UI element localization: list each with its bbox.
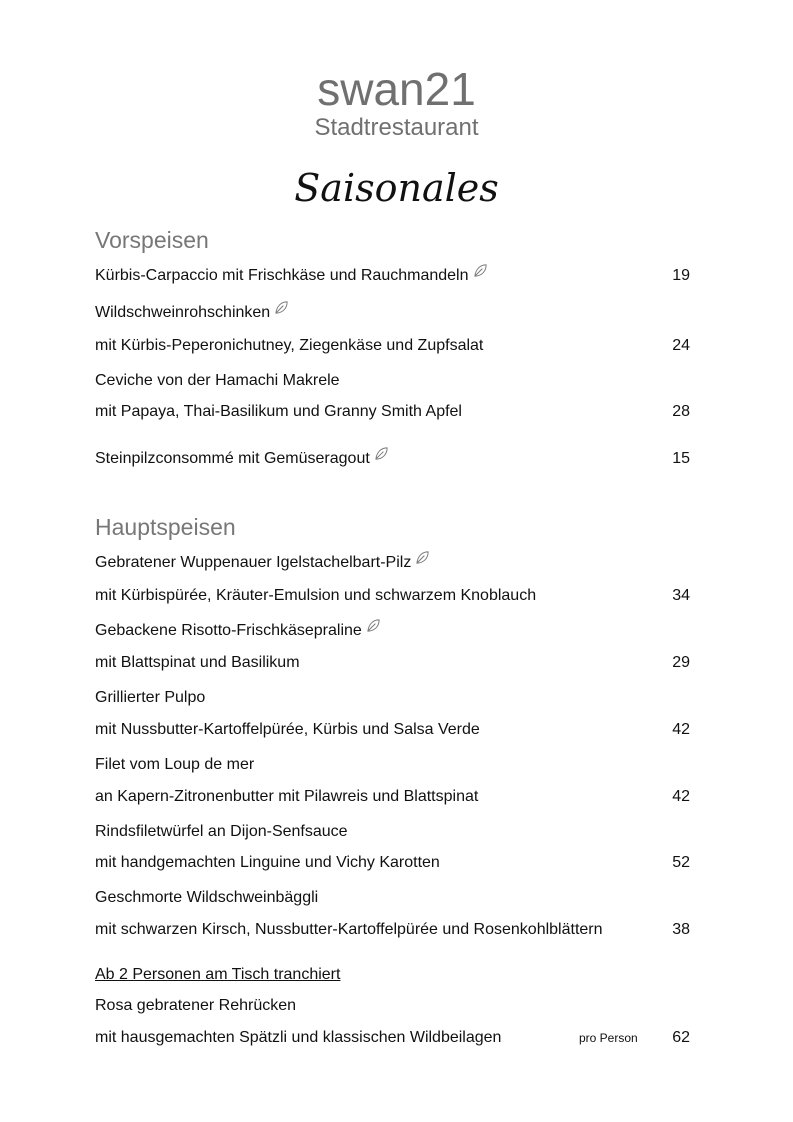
leaf-icon (366, 618, 381, 633)
dish-description: mit handgemachten Linguine und Vichy Karotten (95, 854, 440, 871)
leaf-icon (473, 263, 488, 278)
leaf-icon (415, 550, 430, 565)
brand-subtitle: Stadtrestaurant (314, 114, 479, 141)
dish-price: 52 (672, 854, 690, 871)
dish-price: 28 (672, 403, 690, 420)
dish-name: Grillierter Pulpo (95, 689, 206, 706)
section-title-hauptspeisen: Hauptspeisen (95, 514, 236, 540)
dish-name (95, 621, 381, 641)
dish-price: 19 (672, 267, 690, 284)
menu-item-name (95, 449, 389, 469)
dish-price: 42 (672, 721, 690, 738)
dish-name: Rindsfiletwürfel an Dijon-Senfsauce (95, 823, 348, 840)
table-carving-note: Ab 2 Personen am Tisch tranchiert (95, 966, 341, 983)
dish-description: mit Papaya, Thai-Basilikum und Granny Smith Apfel (95, 403, 462, 420)
menu-item-name (95, 266, 488, 286)
dish-name-text: Gebratener Wuppenauer Igelstachelbart-Pilz (95, 554, 412, 571)
brand-name: swan21 (317, 63, 476, 115)
dish-description: mit Nussbutter-Kartoffelpürée, Kürbis und Salsa Verde (95, 721, 480, 738)
dish-price: 62 (672, 1029, 690, 1046)
dish-description: mit Kürbispürée, Kräuter-Emulsion und schwarzem Knoblauch (95, 587, 537, 604)
dish-name: Kürbis-Carpaccio (95, 267, 218, 284)
dish-price: 38 (672, 921, 690, 938)
dish-description: mit hausgemachten Spätzli und klassischen Wildbeilagen (95, 1029, 502, 1046)
page-title: Saisonales (294, 166, 499, 210)
dish-name: Rosa gebratener Rehrücken (95, 997, 297, 1014)
section-title-vorspeisen: Vorspeisen (95, 227, 209, 253)
dish-name: Steinpilzconsommé (95, 450, 234, 467)
dish-description: mit schwarzen Kirsch, Nussbutter-Kartoffelpürée und Rosenkohlblättern (95, 921, 603, 938)
dish-price: 34 (672, 587, 690, 604)
dish-price: 15 (672, 450, 690, 467)
dish-description: mit Kürbis-Peperonichutney, Ziegenkäse und Zupfsalat (95, 337, 484, 354)
dish-price: 29 (672, 654, 690, 671)
dish-description: mit Blattspinat und Basilikum (95, 654, 300, 671)
dish-name: Ceviche von der Hamachi Makrele (95, 372, 340, 389)
dish-description: mit Gemüseragout (233, 450, 370, 467)
dish-price: 24 (672, 337, 690, 354)
dish-name: Filet vom Loup de mer (95, 756, 255, 773)
dish-name (95, 303, 289, 323)
dish-name (95, 553, 430, 573)
per-person-label: pro Person (579, 1031, 638, 1045)
dish-name: Geschmorte Wildschweinbäggli (95, 889, 319, 906)
dish-name-text: Wildschweinrohschinken (95, 304, 271, 321)
dish-price: 42 (672, 788, 690, 805)
leaf-icon (374, 446, 389, 461)
dish-description: mit Frischkäse und Rauchmandeln (217, 267, 469, 284)
dish-name-text: Gebackene Risotto-Frischkäsepraline (95, 622, 362, 639)
leaf-icon (274, 300, 289, 315)
dish-description: an Kapern-Zitronenbutter mit Pilawreis und Blattspinat (95, 788, 479, 805)
